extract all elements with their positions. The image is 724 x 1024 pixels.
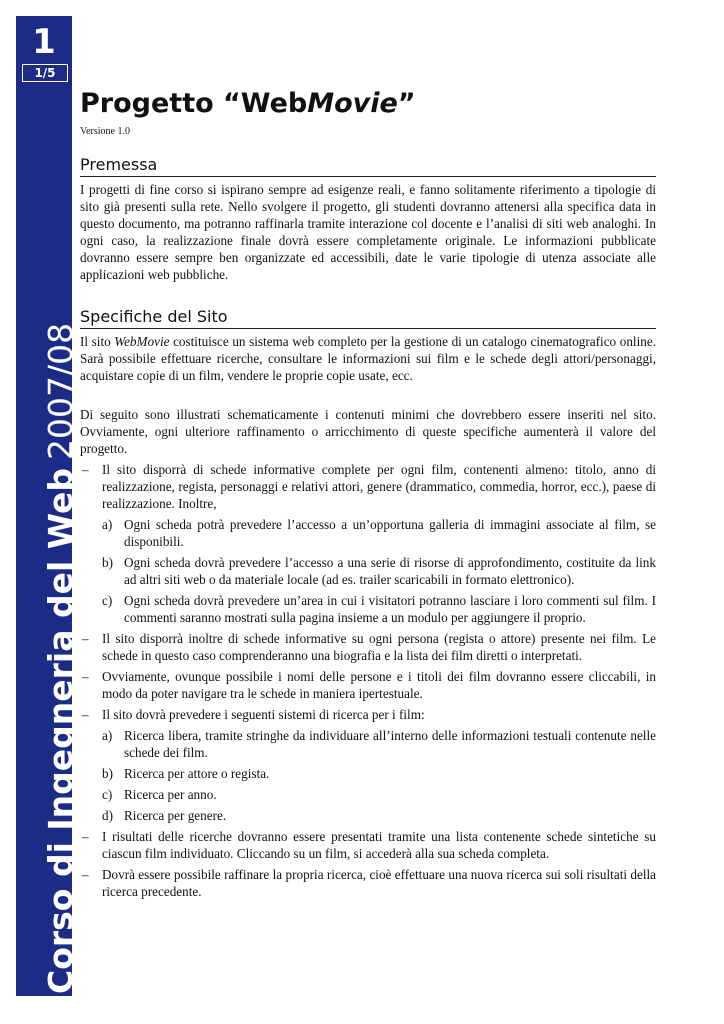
spec-item-text: I risultati delle ricerche dovranno essere presentati tramite una lista contenente schede sintetiche su ciascun film individuato. Cliccando su un film, si accederà alla sua scheda completa. — [102, 829, 656, 861]
spec-subitem — [102, 554, 656, 588]
section-premessa — [80, 155, 656, 283]
spec-item-text: Il sito disporrà inoltre di schede informative su ogni persona (regista o attore) presente nei film. Le schede in questo caso comprenderanno una biografia e la lista dei film diretti o interpretati. — [102, 631, 656, 663]
premessa-text: I progetti di fine corso si ispirano sempre ad esigenze reali, e fanno solitamente riferimento a tipologie di sito già presenti sulla rete. Nello svolgere il progetto, gli studenti dovranno attenersi alla specifica data in questo documento, ma potranno raffinarla tramite interazione col docente e l’analisi di siti web analoghi. In ogni caso, la realizzazione finale dovrà essere completamente originale. Le informazioni pubblicate dovranno essere sempre ben organizzate ed accessibili, date le varie tipologie di utenza associate alle applicazioni web pubbliche. — [80, 182, 656, 282]
spec-subitem — [102, 765, 656, 782]
subitem-marker: c) — [102, 593, 113, 608]
spec-item — [80, 461, 656, 626]
spec-subitem — [102, 807, 656, 824]
course-title-vertical — [41, 322, 80, 994]
subitem-marker: b) — [102, 766, 113, 781]
specifiche-para2: Di seguito sono illustrati schematicamente i contenuti minimi che dovrebbero essere inseriti nel sito. Ovviamente, ogni ulteriore raffinamento o arricchimento di queste specifiche aumenterà il valore del progetto. — [80, 407, 656, 456]
premessa-heading: Premessa — [80, 155, 656, 177]
subitem-text: Ricerca per anno. — [124, 787, 217, 802]
subitem-marker: a) — [102, 517, 113, 532]
sidebar-band — [16, 16, 80, 996]
title-italic: Movie — [307, 88, 398, 119]
section-specifiche — [80, 307, 656, 900]
spec-sublist — [102, 727, 656, 824]
intro-start: Il sito — [80, 334, 115, 349]
title-prefix: Progetto “Web — [80, 88, 308, 119]
course-name: Corso di Ingegneria del Web — [41, 467, 80, 994]
dash-bullet: – — [82, 669, 89, 684]
subitem-text: Ogni scheda dovrà prevedere un’area in cui i visitatori potranno lasciare i loro commenti sul film. I commenti saranno mostrati sulla pagina insieme a un modulo per aggiungere il proprio. — [124, 593, 656, 625]
subitem-text: Ricerca per attore o regista. — [124, 766, 270, 781]
version-label: Versione 1.0 — [80, 126, 130, 137]
spec-item — [80, 866, 656, 900]
dash-bullet: – — [82, 462, 89, 477]
spec-list — [80, 461, 656, 900]
specifiche-intro — [80, 333, 656, 384]
dash-bullet: – — [82, 707, 89, 722]
intro-site-name: WebMovie — [114, 334, 170, 349]
title-suffix: ” — [397, 88, 416, 119]
spec-item-text: Dovrà essere possibile raffinare la propria ricerca, cioè effettuare una nuova ricerca sui soli risultati della ricerca precedente. — [102, 867, 656, 899]
spec-item-text: Il sito dovrà prevedere i seguenti sistemi di ricerca per i film: — [102, 707, 425, 722]
dash-bullet: – — [82, 631, 89, 646]
page-title — [80, 84, 656, 124]
specifiche-heading: Specifiche del Sito — [80, 307, 656, 329]
subitem-text: Ricerca per genere. — [124, 808, 227, 823]
subitem-marker: a) — [102, 728, 113, 743]
subitem-text: Ricerca libera, tramite stringhe da individuare all’interno delle informazioni testuali contenute nelle schede dei film. — [124, 728, 656, 760]
intro-rest: costituisce un sistema web completo per la gestione di un catalogo cinematografico online. Sarà possibile effettuare ricerche, consultare le informazioni sui film e le schede degli attori/personaggi, acquistare copie di un film, vendere le proprie copie usate, ecc. — [80, 334, 656, 383]
spec-sublist — [102, 516, 656, 626]
spec-subitem — [102, 592, 656, 626]
dash-bullet: – — [82, 867, 89, 882]
course-year: 2007/08 — [41, 322, 80, 460]
spec-item — [80, 706, 656, 824]
page-number: 1 — [32, 22, 56, 62]
spec-item — [80, 828, 656, 862]
spec-item-text: Ovviamente, ovunque possibile i nomi delle persone e i titoli dei film dovranno essere cliccabili, in modo da poter navigare tra le schede in maniera ipertestuale. — [102, 669, 656, 701]
spec-subitem — [102, 516, 656, 550]
document-body — [80, 84, 656, 904]
subitem-text: Ogni scheda potrà prevedere l’accesso a un’opportuna galleria di immagini associate al film, se disponibili. — [124, 517, 656, 549]
dash-bullet: – — [82, 829, 89, 844]
subitem-marker: c) — [102, 787, 113, 802]
subitem-text: Ogni scheda dovrà prevedere l’accesso a una serie di risorse di approfondimento, costituite da link ad altri siti web o da materiale locale (ad es. trailer scaricabili in formato elettronico). — [124, 555, 656, 587]
spec-item — [80, 630, 656, 664]
page-of-total: 1/5 — [22, 64, 68, 82]
spec-subitem — [102, 786, 656, 803]
subitem-marker: d) — [102, 808, 113, 823]
spec-item-text: Il sito disporrà di schede informative complete per ogni film, contenenti almeno: titolo, anno di realizzazione, regista, personaggi e relativi attori, genere (drammatico, commedia, horror, ecc.), paese di realizzazione. Inoltre, — [102, 462, 656, 511]
spec-subitem — [102, 727, 656, 761]
subitem-marker: b) — [102, 555, 113, 570]
spec-item — [80, 668, 656, 702]
